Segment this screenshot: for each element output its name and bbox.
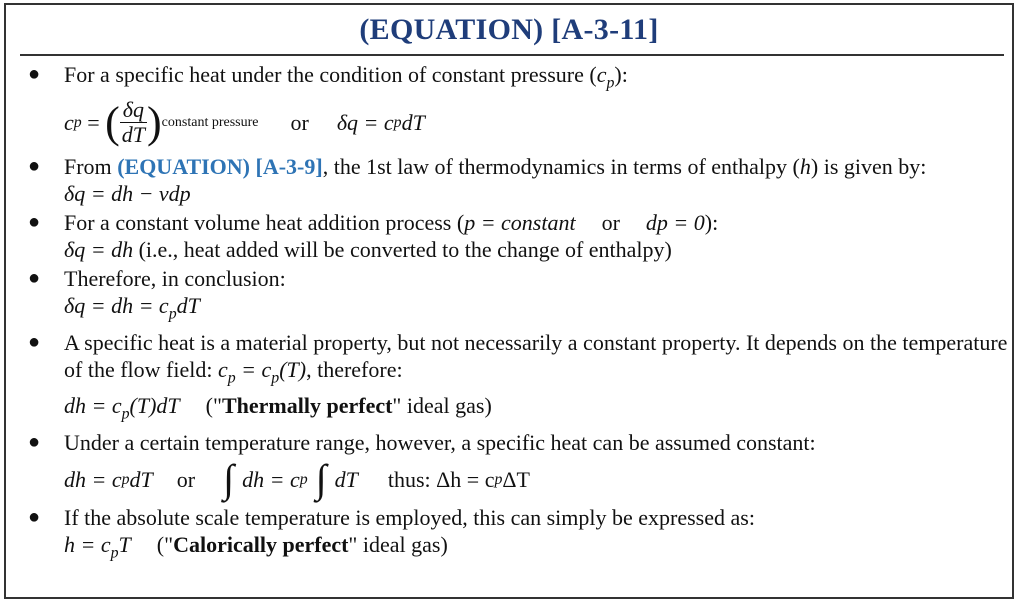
bullet-icon: ●	[28, 210, 41, 233]
bullet-icon: ●	[28, 154, 41, 177]
equation: δq = dh (i.e., heat added will be converted to the change of enthalpy)	[64, 236, 672, 262]
list-item	[24, 429, 1009, 502]
item-text: Therefore, in conclusion:	[64, 265, 286, 291]
equation: δq = dh = $c_pdT$	[64, 292, 200, 323]
page-title: (EQUATION) [A-3-11]	[359, 13, 659, 46]
bullet-icon: ●	[28, 266, 41, 289]
equation: dh = $c_p(T)dT$ ("Thermally perfect" ideal gas)	[64, 392, 492, 423]
list-item	[24, 329, 1009, 427]
integral-icon: ∫	[223, 456, 235, 502]
item-text: Under a certain temperature range, however, a specific heat can be assumed constant:	[64, 430, 816, 456]
list-item	[24, 504, 1009, 567]
document-frame	[4, 3, 1014, 599]
title-rule	[20, 54, 1004, 56]
equation: dh = c p dT or ∫ dh = c p ∫ dT thus: Δh = c p ΔT	[64, 456, 530, 502]
item-text: From (EQUATION) [A-3-9], the 1st law of thermodynamics in terms of enthalpy (h) is given by:	[64, 153, 927, 179]
bullet-icon: ●	[28, 331, 41, 354]
list-item	[24, 61, 1009, 151]
list-item	[24, 209, 1009, 263]
equation: $h = c_pT$ ("Calorically perfect" ideal gas)	[64, 532, 448, 562]
bullet-icon: ●	[28, 506, 41, 529]
integral-icon: ∫	[315, 456, 327, 502]
equation-link[interactable]: (EQUATION) [A-3-9]	[117, 153, 323, 179]
bullet-list	[24, 61, 1009, 567]
item-text: A specific heat is a material property, but not necessarily a constant property. It depends on the temperature of the flow field: $c_p = c_p(T)$, therefore:	[64, 330, 1008, 387]
bullet-icon: ●	[28, 431, 41, 454]
item-text: If the absolute scale temperature is employed, this can simply be expressed as:	[64, 505, 755, 531]
list-item	[24, 153, 1009, 207]
bullet-icon: ●	[28, 63, 41, 85]
equation: δq = dh − vdp	[64, 180, 191, 206]
list-item	[24, 265, 1009, 328]
equation: c p = ( $\frac{\delta q}{dT}$ ) constant pressure or δq = c p dT	[64, 97, 425, 148]
item-text: For a specific heat under the condition of constant pressure $(c_p)$:	[64, 62, 628, 92]
fraction: $\frac{\delta q}{dT}$	[121, 97, 146, 148]
item-text: For a constant volume heat addition process (p = constant or dp = 0):	[64, 209, 719, 235]
